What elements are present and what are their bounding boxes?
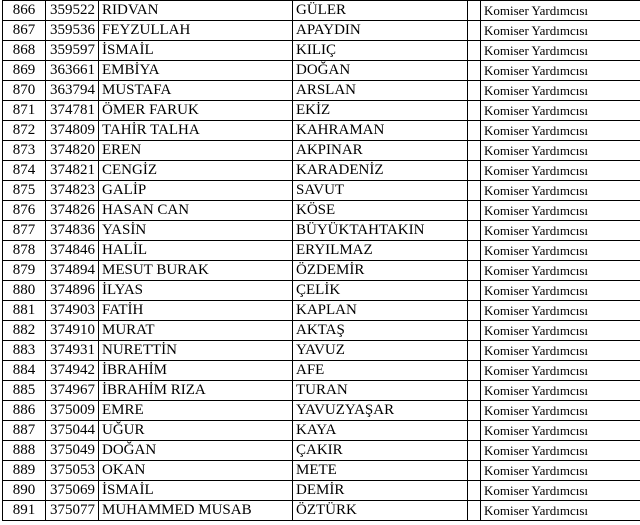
rank-title: Komiser Yardımcısı <box>481 241 640 261</box>
registry-number: 374931 <box>46 341 99 361</box>
row-number: 883 <box>3 341 46 361</box>
surname: METE <box>293 461 468 481</box>
row-number: 882 <box>3 321 46 341</box>
table-row <box>3 481 640 501</box>
spacer-cell <box>468 41 481 61</box>
table-row <box>3 221 640 241</box>
spacer-cell <box>468 201 481 221</box>
rank-title: Komiser Yardımcısı <box>481 281 640 301</box>
surname: AFE <box>293 361 468 381</box>
surname: ARSLAN <box>293 81 468 101</box>
rank-title: Komiser Yardımcısı <box>481 121 640 141</box>
row-number: 866 <box>3 1 46 21</box>
surname: EKİZ <box>293 101 468 121</box>
rank-title: Komiser Yardımcısı <box>481 461 640 481</box>
table-row <box>3 241 640 261</box>
registry-number: 375044 <box>46 421 99 441</box>
table-row <box>3 161 640 181</box>
registry-number: 374781 <box>46 101 99 121</box>
table-row <box>3 61 640 81</box>
spacer-cell <box>468 261 481 281</box>
row-number: 885 <box>3 381 46 401</box>
row-number: 877 <box>3 221 46 241</box>
first-name: GALİP <box>99 181 293 201</box>
rank-title: Komiser Yardımcısı <box>481 321 640 341</box>
row-number: 876 <box>3 201 46 221</box>
first-name: HALİL <box>99 241 293 261</box>
registry-number: 375069 <box>46 481 99 501</box>
row-number: 869 <box>3 61 46 81</box>
registry-number: 374967 <box>46 381 99 401</box>
rank-title: Komiser Yardımcısı <box>481 361 640 381</box>
spacer-cell <box>468 481 481 501</box>
row-number: 874 <box>3 161 46 181</box>
table-row <box>3 21 640 41</box>
first-name: ÖMER FARUK <box>99 101 293 121</box>
row-number: 884 <box>3 361 46 381</box>
table-row <box>3 321 640 341</box>
row-number: 879 <box>3 261 46 281</box>
surname: KAPLAN <box>293 301 468 321</box>
spacer-cell <box>468 321 481 341</box>
first-name: MUHAMMED MUSAB <box>99 501 293 521</box>
surname: YAVUZYAŞAR <box>293 401 468 421</box>
first-name: OKAN <box>99 461 293 481</box>
surname: APAYDIN <box>293 21 468 41</box>
spacer-cell <box>468 1 481 21</box>
first-name: EMBİYA <box>99 61 293 81</box>
registry-number: 374910 <box>46 321 99 341</box>
surname: BÜYÜKTAHTAKIN <box>293 221 468 241</box>
spacer-cell <box>468 401 481 421</box>
table-row <box>3 261 640 281</box>
spacer-cell <box>468 301 481 321</box>
registry-number: 375053 <box>46 461 99 481</box>
first-name: MURAT <box>99 321 293 341</box>
registry-number: 359522 <box>46 1 99 21</box>
surname: KILIÇ <box>293 41 468 61</box>
first-name: EREN <box>99 141 293 161</box>
row-number: 867 <box>3 21 46 41</box>
surname: SAVUT <box>293 181 468 201</box>
spacer-cell <box>468 501 481 521</box>
rank-title: Komiser Yardımcısı <box>481 1 640 21</box>
surname: ÇAKIR <box>293 441 468 461</box>
row-number: 890 <box>3 481 46 501</box>
rank-title: Komiser Yardımcısı <box>481 381 640 401</box>
surname: AKPINAR <box>293 141 468 161</box>
first-name: İBRAHİM <box>99 361 293 381</box>
table-row <box>3 201 640 221</box>
spacer-cell <box>468 121 481 141</box>
personnel-table-body <box>3 1 640 521</box>
surname: ÖZDEMİR <box>293 261 468 281</box>
spacer-cell <box>468 461 481 481</box>
surname: TURAN <box>293 381 468 401</box>
rank-title: Komiser Yardımcısı <box>481 41 640 61</box>
spacer-cell <box>468 341 481 361</box>
surname: GÜLER <box>293 1 468 21</box>
registry-number: 375049 <box>46 441 99 461</box>
surname: KAHRAMAN <box>293 121 468 141</box>
first-name: İLYAS <box>99 281 293 301</box>
rank-title: Komiser Yardımcısı <box>481 501 640 521</box>
surname: YAVUZ <box>293 341 468 361</box>
rank-title: Komiser Yardımcısı <box>481 81 640 101</box>
surname: KÖSE <box>293 201 468 221</box>
table-row <box>3 341 640 361</box>
spacer-cell <box>468 21 481 41</box>
registry-number: 359536 <box>46 21 99 41</box>
row-number: 888 <box>3 441 46 461</box>
registry-number: 363794 <box>46 81 99 101</box>
spacer-cell <box>468 81 481 101</box>
spacer-cell <box>468 61 481 81</box>
first-name: UĞUR <box>99 421 293 441</box>
table-row <box>3 301 640 321</box>
rank-title: Komiser Yardımcısı <box>481 141 640 161</box>
table-row <box>3 361 640 381</box>
rank-title: Komiser Yardımcısı <box>481 201 640 221</box>
first-name: DOĞAN <box>99 441 293 461</box>
first-name: RIDVAN <box>99 1 293 21</box>
surname: ÖZTÜRK <box>293 501 468 521</box>
row-number: 870 <box>3 81 46 101</box>
row-number: 887 <box>3 421 46 441</box>
row-number: 868 <box>3 41 46 61</box>
surname: ERYILMAZ <box>293 241 468 261</box>
table-row <box>3 181 640 201</box>
spacer-cell <box>468 101 481 121</box>
table-row <box>3 1 640 21</box>
registry-number: 374846 <box>46 241 99 261</box>
registry-number: 359597 <box>46 41 99 61</box>
row-number: 871 <box>3 101 46 121</box>
table-row <box>3 81 640 101</box>
table-row <box>3 381 640 401</box>
spacer-cell <box>468 361 481 381</box>
surname: ÇELİK <box>293 281 468 301</box>
rank-title: Komiser Yardımcısı <box>481 441 640 461</box>
surname: DEMİR <box>293 481 468 501</box>
registry-number: 375077 <box>46 501 99 521</box>
first-name: YASİN <box>99 221 293 241</box>
spacer-cell <box>468 421 481 441</box>
row-number: 881 <box>3 301 46 321</box>
spacer-cell <box>468 221 481 241</box>
first-name: TAHİR TALHA <box>99 121 293 141</box>
registry-number: 374820 <box>46 141 99 161</box>
spacer-cell <box>468 241 481 261</box>
row-number: 873 <box>3 141 46 161</box>
spacer-cell <box>468 441 481 461</box>
spacer-cell <box>468 281 481 301</box>
table-row <box>3 101 640 121</box>
rank-title: Komiser Yardımcısı <box>481 21 640 41</box>
registry-number: 374826 <box>46 201 99 221</box>
row-number: 872 <box>3 121 46 141</box>
row-number: 875 <box>3 181 46 201</box>
table-row <box>3 121 640 141</box>
rank-title: Komiser Yardımcısı <box>481 221 640 241</box>
table-row <box>3 421 640 441</box>
first-name: CENGİZ <box>99 161 293 181</box>
table-row <box>3 441 640 461</box>
table-row <box>3 141 640 161</box>
surname: DOĞAN <box>293 61 468 81</box>
rank-title: Komiser Yardımcısı <box>481 481 640 501</box>
first-name: MUSTAFA <box>99 81 293 101</box>
registry-number: 374836 <box>46 221 99 241</box>
row-number: 880 <box>3 281 46 301</box>
table-row <box>3 461 640 481</box>
rank-title: Komiser Yardımcısı <box>481 301 640 321</box>
rank-title: Komiser Yardımcısı <box>481 101 640 121</box>
table-row <box>3 501 640 521</box>
spacer-cell <box>468 181 481 201</box>
rank-title: Komiser Yardımcısı <box>481 181 640 201</box>
surname: AKTAŞ <box>293 321 468 341</box>
first-name: MESUT BURAK <box>99 261 293 281</box>
rank-title: Komiser Yardımcısı <box>481 341 640 361</box>
first-name: FEYZULLAH <box>99 21 293 41</box>
first-name: İSMAİL <box>99 41 293 61</box>
surname: KAYA <box>293 421 468 441</box>
registry-number: 374823 <box>46 181 99 201</box>
row-number: 878 <box>3 241 46 261</box>
registry-number: 375009 <box>46 401 99 421</box>
table-row <box>3 281 640 301</box>
first-name: FATİH <box>99 301 293 321</box>
first-name: EMRE <box>99 401 293 421</box>
registry-number: 363661 <box>46 61 99 81</box>
registry-number: 374942 <box>46 361 99 381</box>
registry-number: 374894 <box>46 261 99 281</box>
surname: KARADENİZ <box>293 161 468 181</box>
rank-title: Komiser Yardımcısı <box>481 161 640 181</box>
registry-number: 374896 <box>46 281 99 301</box>
first-name: NURETTİN <box>99 341 293 361</box>
registry-number: 374821 <box>46 161 99 181</box>
table-row <box>3 401 640 421</box>
rank-title: Komiser Yardımcısı <box>481 61 640 81</box>
first-name: İSMAİL <box>99 481 293 501</box>
personnel-table <box>2 0 640 521</box>
row-number: 889 <box>3 461 46 481</box>
rank-title: Komiser Yardımcısı <box>481 261 640 281</box>
rank-title: Komiser Yardımcısı <box>481 421 640 441</box>
row-number: 891 <box>3 501 46 521</box>
registry-number: 374903 <box>46 301 99 321</box>
spacer-cell <box>468 161 481 181</box>
first-name: İBRAHİM RIZA <box>99 381 293 401</box>
rank-title: Komiser Yardımcısı <box>481 401 640 421</box>
table-row <box>3 41 640 61</box>
spacer-cell <box>468 141 481 161</box>
row-number: 886 <box>3 401 46 421</box>
spacer-cell <box>468 381 481 401</box>
registry-number: 374809 <box>46 121 99 141</box>
first-name: HASAN CAN <box>99 201 293 221</box>
